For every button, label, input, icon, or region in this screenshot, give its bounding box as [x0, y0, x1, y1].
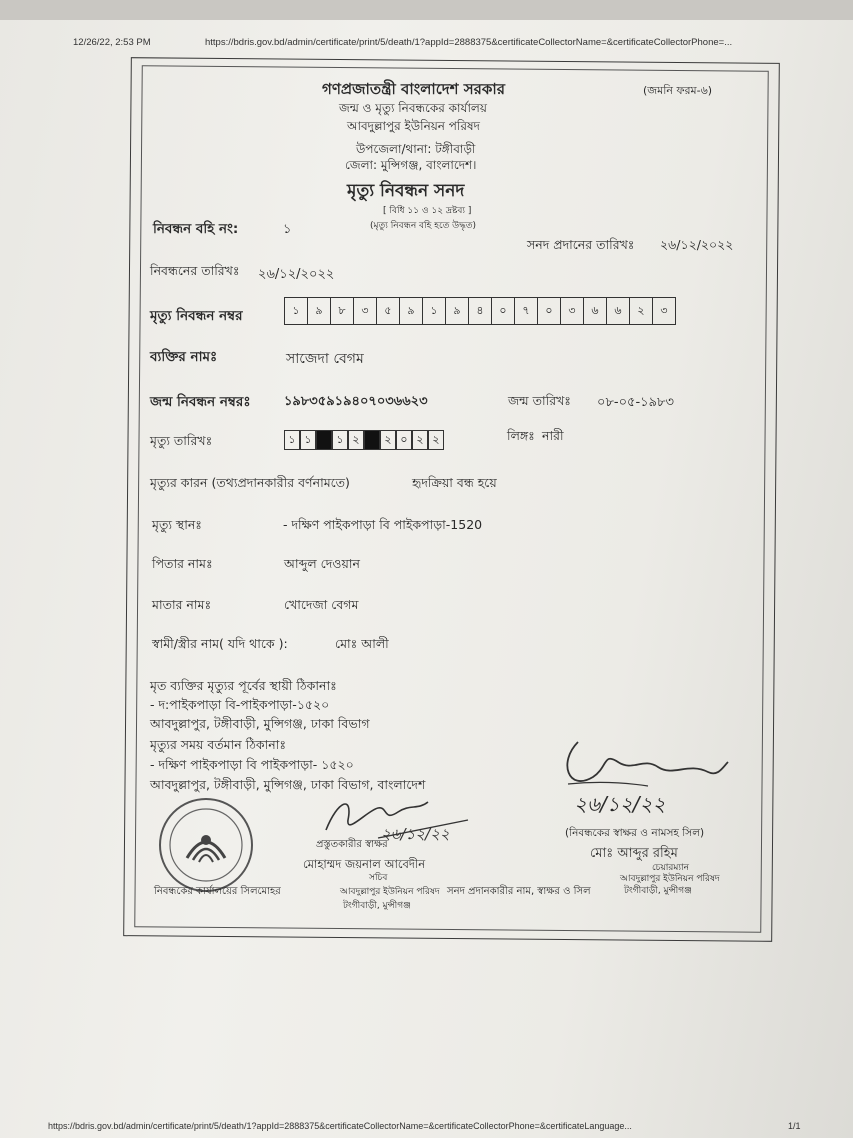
- reg-digit-cell: ৬: [607, 298, 630, 324]
- current-address-label: মৃত্যুর সময় বর্তমান ঠিকানাঃ: [150, 737, 287, 752]
- rule-reference: [ বিধি ১১ ও ১২ দ্রষ্টব্য ]: [383, 206, 472, 216]
- union-seal-stamp: [157, 796, 255, 894]
- footer-seal-label: নিবন্ধকের কার্যালয়ের সিলমোহর: [154, 886, 281, 897]
- date-digit-cell: ১: [332, 430, 348, 450]
- permanent-address-line2: আবদুল্লাপুর, টঙ্গীবাড়ী, মুন্সিগঞ্জ, ঢাকা বিভাগ: [150, 716, 370, 731]
- death-date-label: মৃত্যু তারিখঃ: [150, 433, 213, 448]
- date-separator-cell: [316, 430, 332, 450]
- register-book-label: নিবন্ধন বহি নং:: [153, 221, 239, 237]
- reg-digit-cell: ১: [423, 298, 446, 324]
- reg-digit-cell: ৯: [308, 298, 331, 324]
- government-title: গণপ্রজাতন্ত্রী বাংলাদেশ সরকার: [322, 80, 505, 98]
- permanent-address-line1: - দ:পাইকপাড়া বি-পাইকপাড়া-১৫২০: [150, 697, 330, 712]
- reg-digit-cell: ৬: [584, 298, 607, 324]
- preparer-place: টংগীবাড়ী, মুন্সীগঞ্জ: [343, 901, 411, 911]
- footer-issuer-label: সনদ প্রদানকারীর নাম, স্বাক্ষর ও সিল: [447, 886, 591, 897]
- person-name-label: ব্যক্তির নামঃ: [150, 349, 218, 365]
- date-digit-cell: ২: [412, 430, 428, 450]
- dob-label: জন্ম তারিখঃ: [508, 393, 571, 408]
- union-name: আবদুল্লাপুর ইউনিয়ন পরিষদ: [347, 119, 480, 133]
- birth-reg-value: ১৯৮৩৫৯১৯৪০৭০৩৬৬২৩: [284, 394, 428, 409]
- preparer-office: আবদুল্লাপুর ইউনিয়ন পরিষদ: [340, 887, 440, 897]
- preparer-title: সচিব: [369, 873, 388, 883]
- preparer-name: মোহাম্মদ জয়নাল আবেদীন: [303, 857, 426, 871]
- spouse-name-value: মোঃ আলী: [335, 636, 389, 651]
- permanent-address-label: মৃত ব্যক্তির মৃত্যুর পূর্বের স্থায়ী ঠিকানাঃ: [150, 678, 337, 693]
- registrar-title: চেয়ারম্যান: [652, 863, 689, 873]
- form-number: (জমনি ফরম-৬): [643, 84, 713, 97]
- date-digit-cell: ২: [380, 430, 396, 450]
- current-address-line2: আবদুল্লাপুর, টঙ্গীবাড়ী, মুন্সিগঞ্জ, ঢাকা বিভাগ, বাংলাদেশ: [150, 777, 426, 792]
- death-reg-number-box: [284, 297, 676, 325]
- preparer-signature-label: প্রস্তুতকারীর স্বাক্ষর: [316, 839, 388, 850]
- registrar-signature-label: (নিবন্ধকের স্বাক্ষর ও নামসহ সিল): [565, 827, 705, 839]
- reg-digit-cell: ৭: [515, 298, 538, 324]
- preparer-handwritten-date: ২৬/১২/২২: [381, 825, 450, 843]
- registrar-office: আবদুল্লাপুর ইউনিয়ন পরিষদ: [620, 874, 720, 884]
- upazila-name: উপজেলা/থানা: টঙ্গীবাড়ী: [356, 142, 476, 156]
- reg-digit-cell: ৫: [377, 298, 400, 324]
- date-digit-cell: ১: [300, 430, 316, 450]
- register-book-value: ১: [283, 222, 292, 237]
- reg-digit-cell: ৩: [354, 298, 377, 324]
- registration-date-label: নিবন্ধনের তারিখঃ: [150, 263, 240, 278]
- print-page-number: 1/1: [788, 1121, 801, 1131]
- district-name: জেলা: মুন্সিগঞ্জ, বাংলাদেশ।: [345, 158, 477, 172]
- source-note: (মৃত্যু নিবন্ধন বহি হতে উদ্ধৃত): [370, 221, 477, 231]
- date-digit-cell: ২: [428, 430, 444, 450]
- reg-digit-cell: ৩: [561, 298, 584, 324]
- certificate-title: মৃত্যু নিবন্ধন সনদ: [347, 181, 465, 201]
- print-timestamp: 12/26/22, 2:53 PM: [73, 37, 151, 48]
- birth-reg-label: জন্ম নিবন্ধন নম্বরঃ: [150, 394, 251, 410]
- current-address-line1: - দক্ষিণ পাইকপাড়া বি পাইকপাড়া- ১৫২০: [150, 757, 354, 772]
- print-url: https://bdris.gov.bd/admin/certificate/print/5/death/1?appId=2888375&certificateCollectorName=&certificateCollectorPhone=...: [205, 37, 733, 48]
- date-separator-cell: [364, 430, 380, 450]
- cause-label: মৃত্যুর কারন (তথ্যপ্রদানকারীর বর্ণনামতে): [150, 475, 350, 490]
- reg-digit-cell: ৯: [446, 298, 469, 324]
- person-name-value: সাজেদা বেগম: [286, 351, 364, 367]
- mother-name-label: মাতার নামঃ: [152, 597, 212, 612]
- office-name: জন্ম ও মৃত্যু নিবন্ধকের কার্যালয়: [339, 101, 487, 115]
- reg-digit-cell: ৪: [469, 298, 492, 324]
- father-name-label: পিতার নামঃ: [152, 556, 213, 571]
- date-digit-cell: ০: [396, 430, 412, 450]
- reg-digit-cell: ১: [285, 298, 308, 324]
- registrar-handwritten-date: ২৬/১২/২২: [574, 792, 666, 816]
- death-place-value: - দক্ষিণ পাইকপাড়া বি পাইকপাড়া-1520: [283, 517, 483, 532]
- mother-name-value: খোদেজা বেগম: [284, 597, 359, 612]
- registration-date-value: ২৬/১২/২০২২: [258, 267, 335, 282]
- issue-date-value: ২৬/১২/২০২২: [660, 237, 734, 252]
- reg-digit-cell: ০: [538, 298, 561, 324]
- cause-value: হৃদক্রিয়া বন্ধ হয়ে: [412, 475, 497, 490]
- death-reg-no-label: মৃত্যু নিবন্ধন নম্বর: [150, 308, 243, 324]
- reg-digit-cell: ৮: [331, 298, 354, 324]
- sex-label: লিঙ্গঃ: [507, 428, 535, 443]
- father-name-value: আব্দুল দেওয়ান: [284, 556, 360, 571]
- spouse-name-label: স্বামী/স্ত্রীর নাম( যদি থাকে ):: [152, 636, 288, 651]
- print-footer-url: https://bdris.gov.bd/admin/certificate/print/5/death/1?appId=2888375&certificateCollectorName=&certificateCollectorPhone=&certificateLanguage...: [48, 1121, 632, 1131]
- date-digit-cell: ২: [348, 430, 364, 450]
- reg-digit-cell: ৯: [400, 298, 423, 324]
- dob-value: ০৮-০৫-১৯৮৩: [597, 395, 674, 410]
- registrar-place: টংগীবাড়ী, মুন্সীগঞ্জ: [624, 886, 692, 896]
- issue-date-label: সনদ প্রদানের তারিখঃ: [527, 237, 635, 252]
- reg-digit-cell: ০: [492, 298, 515, 324]
- sex-value: নারী: [542, 428, 564, 443]
- registrar-name: মোঃ আব্দুর রহিম: [590, 846, 678, 861]
- reg-digit-cell: ২: [630, 298, 653, 324]
- reg-digit-cell: ৩: [660, 303, 668, 317]
- death-date-box: [284, 430, 444, 450]
- death-place-label: মৃত্যু স্থানঃ: [152, 517, 202, 532]
- date-digit-cell: ১: [284, 430, 300, 450]
